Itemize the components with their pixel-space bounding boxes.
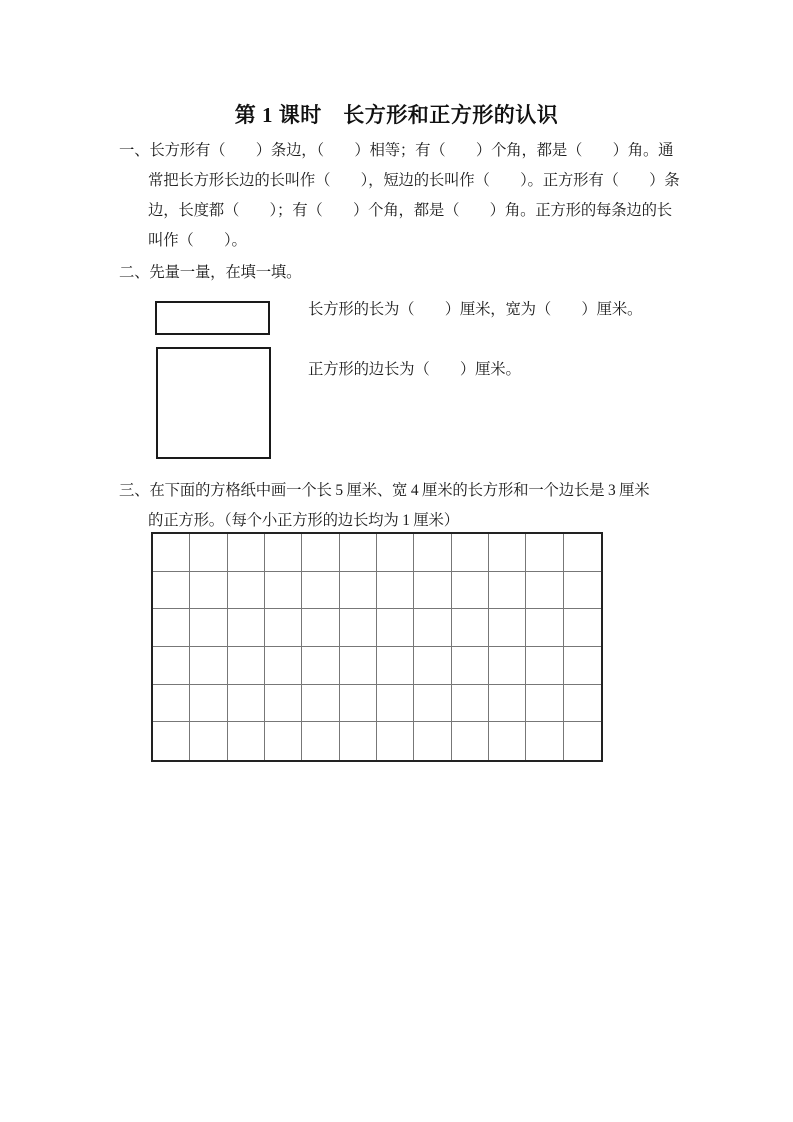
grid-cell (228, 647, 265, 685)
page-title: 第 1 课时 长方形和正方形的认识 (234, 103, 559, 127)
grid-cell (228, 685, 265, 723)
grid-cell (564, 685, 601, 723)
grid-cell (302, 572, 339, 610)
grid-cell (302, 685, 339, 723)
grid-cell (153, 609, 190, 647)
grid-cell (452, 534, 489, 572)
grid-cell (190, 609, 227, 647)
grid-cell (265, 685, 302, 723)
grid-cell (377, 534, 414, 572)
grid-cell (489, 722, 526, 760)
grid-cell (452, 609, 489, 647)
grid-cell (564, 722, 601, 760)
grid-cell (228, 609, 265, 647)
grid-cell (302, 722, 339, 760)
grid-cell (377, 685, 414, 723)
grid-cell (526, 534, 563, 572)
grid-cell (265, 572, 302, 610)
grid-cell (228, 722, 265, 760)
measure-square-shape (156, 347, 271, 459)
grid-cell (190, 722, 227, 760)
grid-cell (190, 685, 227, 723)
grid-cell (377, 609, 414, 647)
grid-cell (265, 534, 302, 572)
grid-cell (452, 685, 489, 723)
q3-text-line-2: 的正方形。（每个小正方形的边长均为 1 厘米） (148, 512, 459, 529)
q3-text-line-1: 三、在下面的方格纸中画一个长 5 厘米、宽 4 厘米的长方形和一个边长是 3 厘米 (119, 482, 650, 499)
grid-cell (153, 572, 190, 610)
grid-cell (340, 534, 377, 572)
drawing-grid (151, 532, 603, 762)
grid-cell (340, 572, 377, 610)
grid-cell (414, 534, 451, 572)
rectangle-caption: 长方形的长为（ ）厘米，宽为（ ）厘米。 (308, 301, 643, 318)
q2-header: 二、先量一量，在填一填。 (119, 264, 302, 281)
grid-cell (340, 722, 377, 760)
grid-cell (153, 685, 190, 723)
grid-cell (265, 647, 302, 685)
grid-cell (452, 722, 489, 760)
grid-cell (452, 647, 489, 685)
grid-cell (414, 609, 451, 647)
grid-cell (190, 534, 227, 572)
grid-cell (377, 722, 414, 760)
grid-cell (489, 572, 526, 610)
grid-cell (228, 534, 265, 572)
grid-cell (414, 722, 451, 760)
grid-cell (340, 647, 377, 685)
q1-text-line-4: 叫作（ ）。 (148, 232, 247, 249)
grid-cell (564, 609, 601, 647)
q1-text-line-2: 常把长方形长边的长叫作（ ），短边的长叫作（ ）。正方形有（ ）条 (148, 172, 680, 189)
grid-cell (302, 534, 339, 572)
grid-cell (526, 609, 563, 647)
grid-cell (526, 685, 563, 723)
grid-cell (564, 647, 601, 685)
grid-cell (302, 609, 339, 647)
grid-cell (489, 609, 526, 647)
grid-cell (377, 647, 414, 685)
grid-cell (526, 722, 563, 760)
grid-cell (489, 685, 526, 723)
q1-text-line-1: 一、长方形有（ ）条边，（ ）相等；有（ ）个角，都是（ ）角。通 (119, 142, 674, 159)
measure-rectangle-shape (155, 301, 270, 335)
square-caption: 正方形的边长为（ ）厘米。 (308, 361, 521, 378)
grid-cell (564, 572, 601, 610)
grid-cell (153, 534, 190, 572)
grid-cell (340, 685, 377, 723)
grid-cell (265, 722, 302, 760)
grid-cell (228, 572, 265, 610)
grid-cell (564, 534, 601, 572)
grid-cell (153, 647, 190, 685)
grid-cell (489, 647, 526, 685)
grid-cell (452, 572, 489, 610)
grid-cell (414, 647, 451, 685)
grid-cell (265, 609, 302, 647)
grid-cell (414, 685, 451, 723)
grid-cell (190, 572, 227, 610)
grid-cell (414, 572, 451, 610)
grid-cell (526, 572, 563, 610)
grid-cell (153, 722, 190, 760)
grid-cell (489, 534, 526, 572)
grid-cell (377, 572, 414, 610)
grid-cell (526, 647, 563, 685)
grid-cell (302, 647, 339, 685)
grid-cell (340, 609, 377, 647)
q1-text-line-3: 边，长度都（ ）；有（ ）个角，都是（ ）角。正方形的每条边的长 (148, 202, 672, 219)
grid-cell (190, 647, 227, 685)
